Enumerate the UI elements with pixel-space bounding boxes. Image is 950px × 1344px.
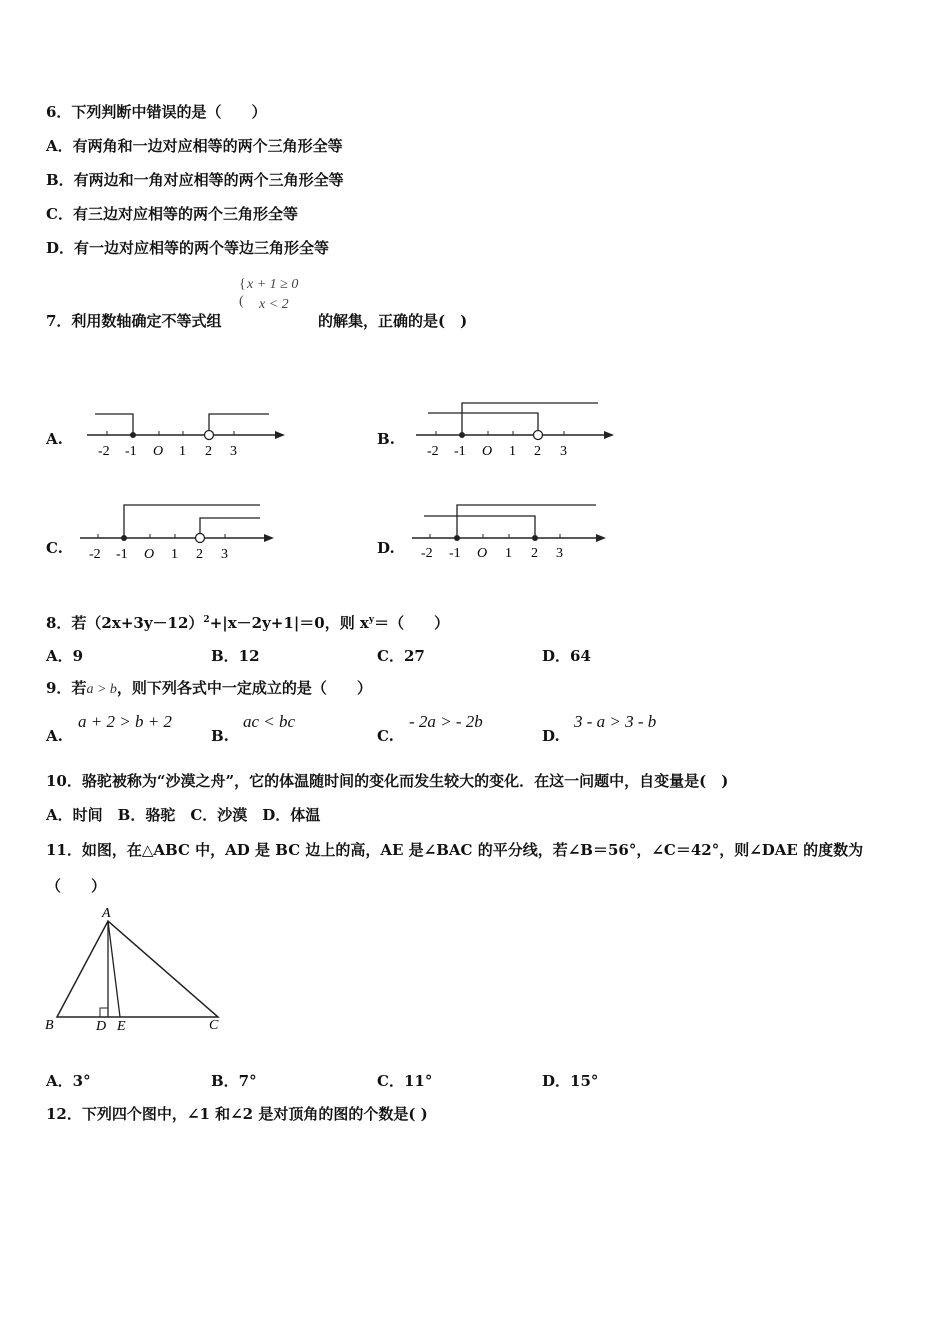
q7-stem-suffix: 的解集，正确的是( ) <box>318 312 468 330</box>
tick-label: -1 <box>125 444 137 459</box>
q8-stem <box>46 611 449 632</box>
q9-label-a: A. <box>46 727 63 745</box>
q9-expr-a: a + 2 > b + 2 <box>78 712 172 731</box>
q7-system-line1: x + 1 ≥ 0 <box>247 277 299 292</box>
label-C: C <box>209 1018 219 1033</box>
q9-stem <box>46 679 372 699</box>
q11-stem: 11．如图，在△ABC 中，AD 是 BC 边上的高，AE 是∠BAC 的平分线，若∠B＝56°，∠C＝42°，则∠DAE 的度数为 <box>46 841 864 859</box>
tick-label: 3 <box>230 444 237 459</box>
tick-label: 2 <box>205 444 212 459</box>
q11-option-c: C．11° <box>377 1072 433 1090</box>
tick-label: O <box>144 547 155 562</box>
label-D: D <box>96 1019 107 1034</box>
q11-option-b: B．7° <box>211 1072 257 1090</box>
q10-stem: 10．骆驼被称为“沙漠之舟”，它的体温随时间的变化而发生较大的变化．在这一问题中，自变量是( ) <box>46 772 729 790</box>
q8-stem-sup: 2 <box>203 615 210 625</box>
q9-expr-c: - 2a > - 2b <box>409 712 483 731</box>
tick-label: -2 <box>98 444 110 459</box>
label-A: A <box>102 906 111 921</box>
q8-stem-b: +|x－2y+1|＝0，则 x <box>209 614 369 632</box>
q7-system-brace: { ( <box>239 277 246 309</box>
q6-option-d: D．有一边对应相等的两个等边三角形全等 <box>46 239 330 257</box>
q11-paren: （ ） <box>46 877 107 895</box>
q6-option-c: C．有三边对应相等的两个三角形全等 <box>46 205 298 223</box>
q10-options: A．时间 B．骆驼 C．沙漠 D．体温 <box>46 806 321 824</box>
q6-stem: 6．下列判断中错误的是（ ） <box>46 103 267 121</box>
tick-label: -1 <box>449 546 461 561</box>
label-E: E <box>117 1019 126 1034</box>
q9-label-d: D. <box>542 727 560 745</box>
q9-expr-d: 3 - a > 3 - b <box>574 712 657 731</box>
tick-label: -1 <box>116 547 128 562</box>
tick-label: 1 <box>179 444 186 459</box>
tick-label: 3 <box>221 547 228 562</box>
tick-label: -2 <box>421 546 433 561</box>
tick-label: O <box>153 444 164 459</box>
q8-stem-c: ＝（ ） <box>374 614 450 632</box>
q7-numberline-a <box>85 405 295 460</box>
q7-stem-prefix: 7．利用数轴确定不等式组 <box>46 312 222 330</box>
tick-label: -1 <box>454 444 466 459</box>
q9-stem-a: 9．若 <box>46 679 87 697</box>
q7-label-c: C. <box>46 539 63 557</box>
q8-option-a: A．9 <box>46 647 84 665</box>
q7-label-a: A. <box>46 430 63 448</box>
q7-label-b: B. <box>377 430 395 448</box>
q8-option-c: C．27 <box>377 647 425 665</box>
tick-label: 1 <box>505 546 512 561</box>
q12-stem: 12．下列四个图中，∠1 和∠2 是对顶角的图的个数是( ) <box>46 1105 428 1123</box>
label-B: B <box>45 1018 54 1033</box>
q6-option-a: A．有两角和一边对应相等的两个三角形全等 <box>46 137 343 155</box>
tick-label: 2 <box>531 546 538 561</box>
q9-label-b: B. <box>211 727 229 745</box>
tick-label: 3 <box>556 546 563 561</box>
tick-label: 3 <box>560 444 567 459</box>
q9-label-c: C. <box>377 727 394 745</box>
q9-expr-b: ac < bc <box>243 712 296 731</box>
q11-option-a: A．3° <box>46 1072 91 1090</box>
q7-numberline-b <box>414 400 624 460</box>
tick-label: O <box>477 546 488 561</box>
tick-label: -2 <box>427 444 439 459</box>
q7-system-line2: x < 2 <box>259 297 289 312</box>
tick-label: -2 <box>89 547 101 562</box>
tick-label: 1 <box>171 547 178 562</box>
q8-option-b: B．12 <box>211 647 260 665</box>
tick-label: 2 <box>534 444 541 459</box>
q7-numberline-d <box>410 500 620 562</box>
q11-triangle-figure <box>40 903 230 1035</box>
q7-numberline-c <box>78 502 288 562</box>
q8-option-d: D．64 <box>542 647 591 665</box>
q6-option-b: B．有两边和一角对应相等的两个三角形全等 <box>46 171 344 189</box>
q7-label-d: D. <box>377 539 395 557</box>
tick-label: 1 <box>509 444 516 459</box>
q11-option-d: D．15° <box>542 1072 599 1090</box>
tick-label: O <box>482 444 493 459</box>
q8-stem-a: 8．若（2x+3y－12） <box>46 614 204 632</box>
q9-stem-math: a > b <box>86 682 117 697</box>
q8-stem-sup2: y <box>368 615 375 625</box>
q9-stem-b: ，则下列各式中一定成立的是（ ） <box>116 679 372 697</box>
tick-label: 2 <box>196 547 203 562</box>
